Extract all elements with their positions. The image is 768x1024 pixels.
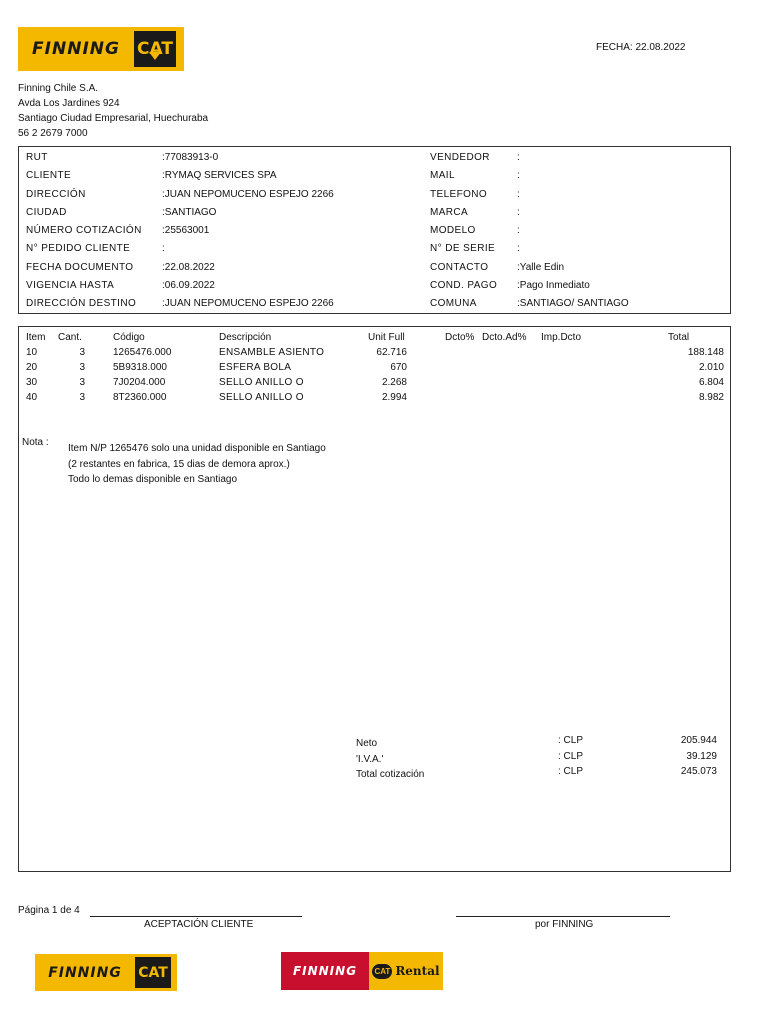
footer-finning-cat-logo xyxy=(35,954,177,991)
info-value: : xyxy=(517,170,520,181)
total-value: 245.073 xyxy=(680,766,717,777)
info-label: CONTACTO xyxy=(430,262,489,273)
nota-line: Item N/P 1265476 solo una unidad disponible en Santiago xyxy=(68,443,326,454)
column-header: Cant. xyxy=(58,332,82,343)
info-label: VIGENCIA HASTA xyxy=(26,280,115,291)
cat-logo-text: CAT xyxy=(137,39,173,59)
info-label: N° PEDIDO CLIENTE xyxy=(26,243,131,254)
nota-label: Nota : xyxy=(22,437,49,448)
finning-signature-line xyxy=(456,916,670,917)
info-value: : xyxy=(162,243,165,254)
item-total: 2.010 xyxy=(698,362,724,373)
info-label: MAIL xyxy=(430,170,455,181)
total-currency: : CLP xyxy=(558,766,584,777)
info-label: DIRECCIÓN xyxy=(26,189,86,200)
column-header: Item xyxy=(26,332,46,343)
item-unit-price: 2.994 xyxy=(381,392,407,403)
item-code: 7J0204.000 xyxy=(113,377,166,388)
item-description: SELLO ANILLO O xyxy=(219,377,304,388)
rental-finning-word: FINNING xyxy=(292,964,358,978)
item-description: ENSAMBLE ASIENTO xyxy=(219,347,325,358)
column-header: Descripción xyxy=(219,332,272,343)
total-currency: : CLP xyxy=(558,735,584,746)
info-label: DIRECCIÓN DESTINO xyxy=(26,298,137,309)
cat-logo-mark xyxy=(134,31,176,67)
item-code: 5B9318.000 xyxy=(113,362,167,373)
info-label: MARCA xyxy=(430,207,469,218)
total-label: Total cotización xyxy=(356,769,425,780)
client-acceptance-label: ACEPTACIÓN CLIENTE xyxy=(144,919,254,930)
client-signature-line xyxy=(90,916,302,917)
item-unit-price: 2.268 xyxy=(381,377,407,388)
info-label: TELEFONO xyxy=(430,189,488,200)
total-value: 205.944 xyxy=(680,735,717,746)
info-label: FECHA DOCUMENTO xyxy=(26,262,134,273)
info-label: COMUNA xyxy=(430,298,477,309)
item-quantity: 3 xyxy=(79,377,85,388)
document-date: FECHA: 22.08.2022 xyxy=(596,42,686,53)
info-value: :JUAN NEPOMUCENO ESPEJO 2266 xyxy=(162,298,334,309)
info-value: :SANTIAGO/ SANTIAGO xyxy=(517,298,629,309)
info-value: : xyxy=(517,189,520,200)
item-number: 20 xyxy=(26,362,38,373)
total-currency: : CLP xyxy=(558,751,584,762)
total-label: 'I.V.A.' xyxy=(356,754,384,765)
info-label: CIUDAD xyxy=(26,207,67,218)
item-number: 40 xyxy=(26,392,38,403)
logo-wordmark: FINNING xyxy=(48,964,122,981)
company-phone: 56 2 2679 7000 xyxy=(18,128,88,139)
page-number: Página 1 de 4 xyxy=(18,905,80,916)
column-header: Código xyxy=(113,332,145,343)
info-value: : xyxy=(517,152,520,163)
info-label: MODELO xyxy=(430,225,476,236)
item-code: 1265476.000 xyxy=(113,347,172,358)
info-value: :25563001 xyxy=(162,225,210,236)
info-value: :77083913-0 xyxy=(162,152,219,163)
nota-line: Todo lo demas disponible en Santiago xyxy=(68,474,238,485)
column-header: Total xyxy=(668,332,690,343)
info-value: : xyxy=(517,225,520,236)
column-header: Dcto% xyxy=(445,332,475,343)
info-value: : xyxy=(517,207,520,218)
rental-finning-panel xyxy=(281,952,369,990)
info-value: :22.08.2022 xyxy=(162,262,215,273)
item-number: 30 xyxy=(26,377,38,388)
item-description: SELLO ANILLO O xyxy=(219,392,304,403)
column-header: Dcto.Ad% xyxy=(482,332,527,343)
cat-logo-mark xyxy=(135,957,171,988)
info-label: CLIENTE xyxy=(26,170,72,181)
nota-text xyxy=(68,441,326,488)
company-city: Santiago Ciudad Empresarial, Huechuraba xyxy=(18,113,209,124)
item-number: 10 xyxy=(26,347,38,358)
total-value: 39.129 xyxy=(686,751,717,762)
company-block xyxy=(18,81,208,141)
items-box xyxy=(18,326,731,872)
info-value: :RYMAQ SERVICES SPA xyxy=(162,170,277,181)
item-quantity: 3 xyxy=(79,392,85,403)
info-value: :JUAN NEPOMUCENO ESPEJO 2266 xyxy=(162,189,334,200)
item-quantity: 3 xyxy=(79,362,85,373)
total-label: Neto xyxy=(356,738,378,749)
info-label: N° DE SERIE xyxy=(430,243,496,254)
item-total: 6.804 xyxy=(698,377,724,388)
rental-label: Rental xyxy=(395,964,440,978)
finning-cat-rental-logo xyxy=(281,952,443,990)
item-description: ESFERA BOLA xyxy=(219,362,292,373)
info-label: COND. PAGO xyxy=(430,280,498,291)
item-code: 8T2360.000 xyxy=(113,392,167,403)
nota-line: (2 restantes en fabrica, 15 dias de demora aprox.) xyxy=(68,458,290,470)
cat-logo-text: CAT xyxy=(138,964,168,981)
item-total: 188.148 xyxy=(687,347,724,358)
column-header: Imp.Dcto xyxy=(541,332,582,343)
info-label: RUT xyxy=(26,152,48,163)
cat-triangle-icon xyxy=(149,52,161,60)
finning-cat-logo xyxy=(18,27,184,71)
column-header: Unit Full xyxy=(368,332,405,343)
info-value: :Pago Inmediato xyxy=(517,280,590,291)
info-value: :Yalle Edin xyxy=(517,262,565,273)
item-unit-price: 62.716 xyxy=(376,347,407,358)
company-address: Avda Los Jardines 924 xyxy=(18,98,120,109)
company-name: Finning Chile S.A. xyxy=(18,83,99,94)
info-value: :SANTIAGO xyxy=(162,207,217,218)
info-value: :06.09.2022 xyxy=(162,280,215,291)
rental-cat-panel xyxy=(369,952,443,990)
item-unit-price: 670 xyxy=(390,362,407,373)
finning-signature-label: por FINNING xyxy=(535,919,594,930)
info-value: : xyxy=(517,243,520,254)
item-quantity: 3 xyxy=(79,347,85,358)
info-label: NÚMERO COTIZACIÓN xyxy=(26,225,142,236)
item-total: 8.982 xyxy=(698,392,724,403)
info-label: VENDEDOR xyxy=(430,152,490,163)
logo-wordmark: FINNING xyxy=(32,39,120,59)
rental-cat-mark: CAT xyxy=(372,964,392,979)
